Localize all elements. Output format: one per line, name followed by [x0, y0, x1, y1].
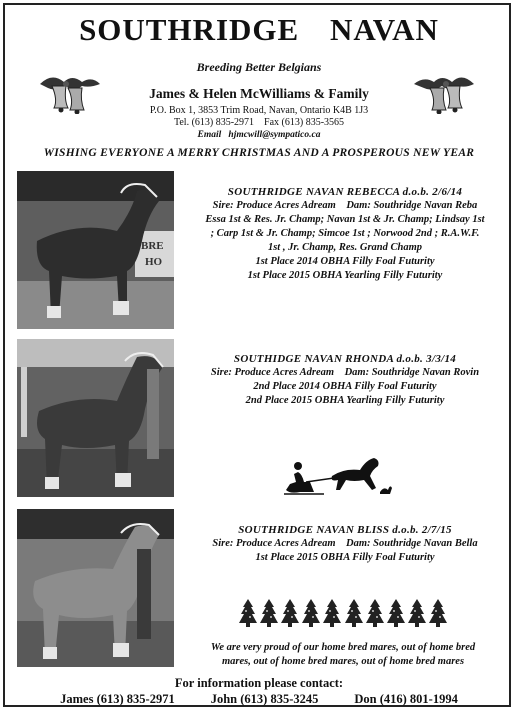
award-line: Essa 1st & Res. Jr. Champ; Navan 1st & Jr. Champ; Lindsay 1st	[205, 214, 485, 225]
horse-name: SOUTHRIDGE NAVAN REBECCA d.o.b. 2/6/14	[227, 186, 463, 198]
horse-illustration	[17, 509, 174, 667]
farm-title: SOUTHRIDGE NAVAN	[79, 12, 439, 47]
contact-don: Don (416) 801-1994	[354, 692, 458, 706]
banner-text: HO	[145, 256, 163, 268]
horse-info-bliss	[180, 523, 510, 565]
christmas-tree-icon	[344, 598, 364, 628]
sire-dam-line: Sire: Produce Acres Adream Dam: Southridge Navan Bella	[212, 538, 478, 549]
christmas-tree-icon	[386, 598, 406, 628]
award-line: 1st , Jr. Champ, Res. Grand Champ	[267, 242, 423, 253]
christmas-tree-row	[238, 598, 448, 630]
christmas-tree-icon	[301, 598, 321, 628]
contact-title: For information please contact:	[174, 676, 344, 690]
christmas-tree-icon	[238, 598, 258, 628]
horse-name: SOUTHRIDGE NAVAN BLISS d.o.b. 2/7/15	[238, 524, 452, 536]
email-line	[0, 130, 518, 140]
horse-illustration	[17, 171, 174, 329]
christmas-tree-icon	[280, 598, 300, 628]
horse-illustration	[17, 339, 174, 497]
christmas-tree-icon	[259, 598, 279, 628]
contact-james: James (613) 835-2971	[60, 692, 175, 706]
pride-statement	[178, 641, 508, 669]
horse-photo-bliss	[17, 509, 174, 667]
phone-fax-line: Tel. (613) 835-2971 Fax (613) 835-3565	[173, 116, 345, 128]
horse-name: SOUTHIDGE NAVAN RHONDA d.o.b. 3/3/14	[233, 353, 457, 365]
sire-dam-line: Sire: Produce Acres Adream Dam: Southridge Navan Rovin	[210, 367, 480, 378]
horse-info-rhonda	[180, 352, 510, 408]
contact-phones	[0, 692, 518, 707]
horse-photo-rebecca	[17, 171, 174, 329]
award-line: 2nd Place 2014 OBHA Filly Foal Futurity	[253, 381, 437, 392]
horse-photo-rhonda	[17, 339, 174, 497]
award-line: 1st Place 2015 OBHA Filly Foal Futurity	[255, 552, 435, 563]
address-block	[0, 105, 518, 128]
owners-line: James & Helen McWilliams & Family	[149, 86, 369, 101]
award-line: 2nd Place 2015 OBHA Yearling Filly Futurity	[245, 395, 445, 406]
christmas-tree-icon	[365, 598, 385, 628]
award-line: 1st Place 2015 OBHA Yearling Filly Futurity	[247, 270, 443, 281]
tagline: Breeding Better Belgians	[196, 60, 322, 74]
pride-line: mares, out of home bred mares, out of home bred mares	[221, 656, 465, 667]
pride-line: We are very proud of our home bred mares, out of home bred	[210, 642, 476, 653]
email-label: Email	[197, 130, 222, 140]
award-line: ; Carp 1st & Jr. Champ; Simcoe 1st ; Norwood 2nd ; R.A.W.F.	[210, 228, 480, 239]
award-line: 1st Place 2014 OBHA Filly Foal Futurity	[255, 256, 435, 267]
horse-sleigh-icon	[284, 452, 394, 497]
christmas-tree-icon	[428, 598, 448, 628]
banner-text: BRE	[141, 240, 164, 252]
address-line: P.O. Box 1, 3853 Trim Road, Navan, Ontario K4B 1J3	[149, 105, 369, 116]
christmas-tree-icon	[322, 598, 342, 628]
horse-info-rebecca	[180, 185, 510, 283]
email-address[interactable]: hjmcwill@sympatico.ca	[228, 130, 321, 140]
christmas-greeting: WISHING EVERYONE A MERRY CHRISTMAS AND A PROSPEROUS NEW YEAR	[43, 147, 475, 159]
contact-john: John (613) 835-3245	[210, 692, 319, 706]
christmas-tree-icon	[407, 598, 427, 628]
sire-dam-line: Sire: Produce Acres Adream Dam: Southridge Navan Reba	[212, 200, 478, 211]
